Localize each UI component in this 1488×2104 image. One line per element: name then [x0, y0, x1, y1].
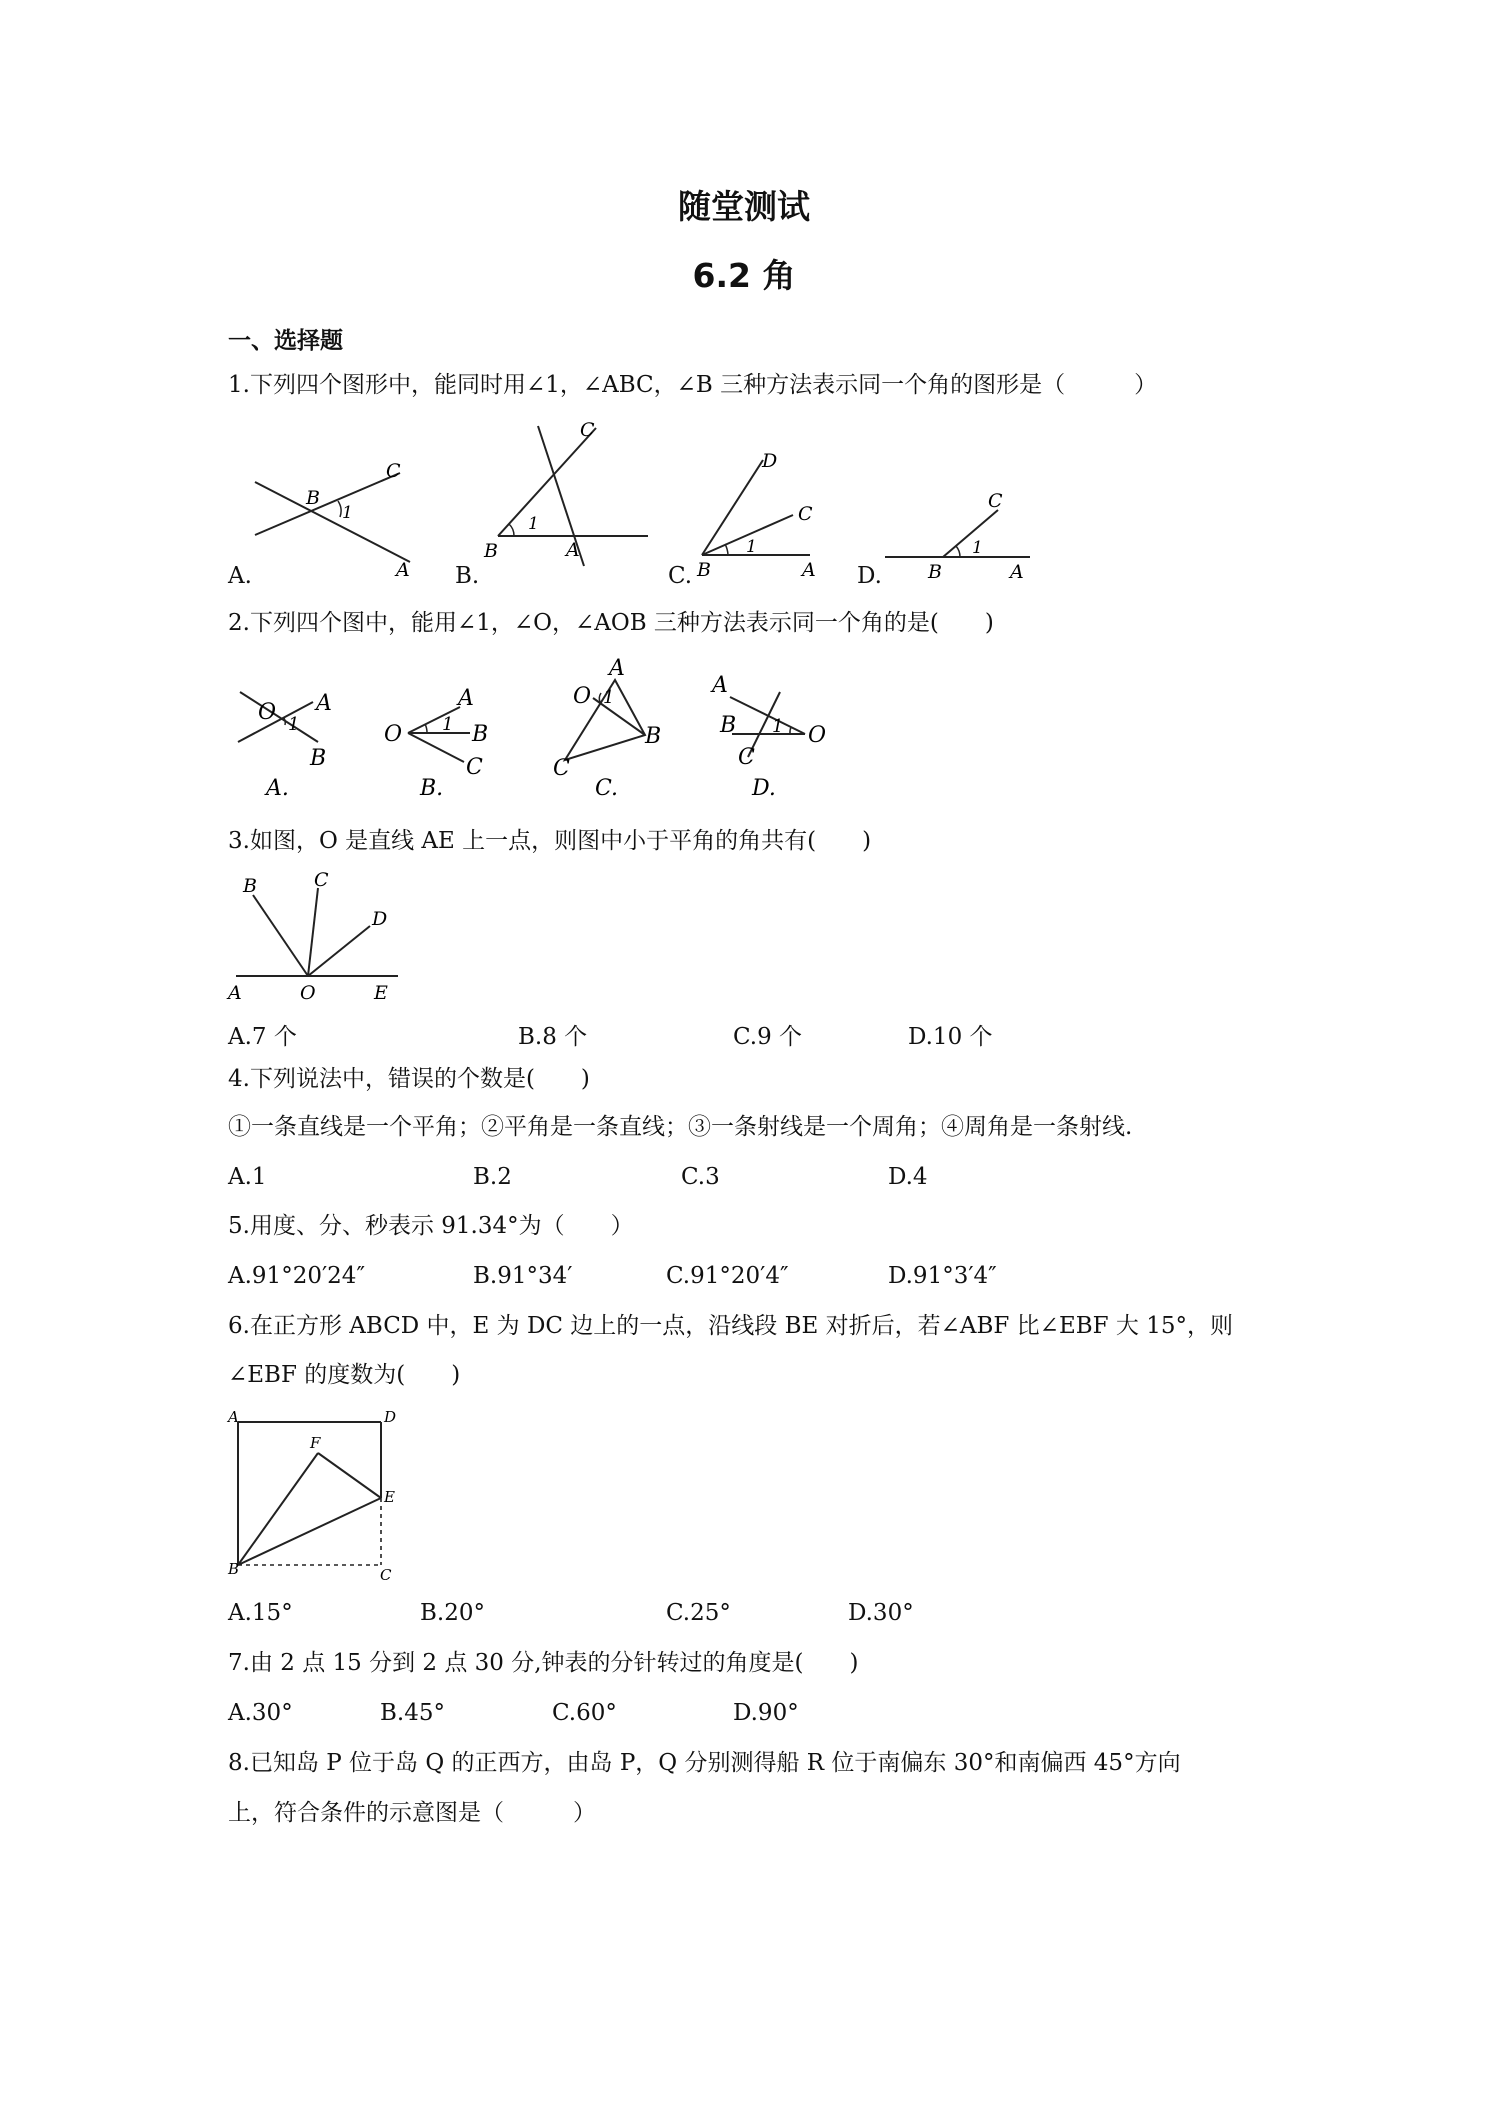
q1-figure-b: [478, 418, 658, 568]
q2a-label-b: B: [310, 746, 327, 771]
q3-option-b[interactable]: B.8 个: [518, 1024, 588, 1050]
question-4-text: 4.下列说法中，错误的个数是( ): [228, 1066, 590, 1092]
section-heading: 一、选择题: [228, 328, 343, 354]
question-6-text-line2: ∠EBF 的度数为( ): [228, 1362, 461, 1388]
q1a-line-1: [255, 482, 410, 562]
q6-label-d: D: [384, 1408, 397, 1426]
q2b-label-o: O: [384, 722, 403, 747]
q6-option-c[interactable]: C.25°: [666, 1600, 731, 1626]
question-3-text: 3.如图，O 是直线 AE 上一点，则图中小于平角的角共有( ): [228, 828, 872, 854]
q6-label-b: B: [228, 1560, 240, 1578]
question-5-text: 5.用度、分、秒表示 91.34°为（ ）: [228, 1213, 634, 1239]
q1c-angle-arc: [725, 544, 728, 555]
q2c-label-b: B: [645, 724, 662, 749]
q7-option-d[interactable]: D.90°: [733, 1700, 799, 1726]
q2d-caption: D.: [752, 776, 776, 801]
q1c-label-c: C: [798, 503, 813, 525]
question-8-text-line2: 上，符合条件的示意图是（ ）: [228, 1800, 596, 1826]
q3-option-a[interactable]: A.7 个: [228, 1024, 297, 1050]
q2b-label-1: 1: [442, 714, 454, 735]
question-4-statement: ①一条直线是一个平角；②平角是一条直线；③一条射线是一个周角；④周角是一条射线.: [228, 1114, 1133, 1140]
q3-option-c[interactable]: C.9 个: [733, 1024, 803, 1050]
q2c-label-o: O: [573, 684, 592, 709]
q6-option-b[interactable]: B.20°: [420, 1600, 485, 1626]
q4-option-a[interactable]: A.1: [228, 1164, 267, 1190]
q1b-label-b: B: [484, 540, 498, 562]
q6-label-e: E: [384, 1488, 395, 1506]
q2c-caption: C.: [595, 776, 619, 801]
q5-option-b[interactable]: B.91°34′: [473, 1263, 573, 1289]
q6-option-a[interactable]: A.15°: [228, 1600, 293, 1626]
q1a-label-c: C: [386, 460, 401, 482]
q3-label-d: D: [372, 908, 388, 930]
q1b-angle-arc: [509, 524, 514, 536]
q3-figure: [228, 869, 408, 1004]
q7-option-b[interactable]: B.45°: [380, 1700, 445, 1726]
q4-option-d[interactable]: D.4: [888, 1164, 928, 1190]
q2b-ray-c: [408, 733, 464, 762]
q6-label-a: A: [228, 1408, 239, 1426]
question-7-text: 7.由 2 点 15 分到 2 点 30 分,钟表的分针转过的角度是( ): [228, 1650, 859, 1676]
q2d-label-b: B: [720, 713, 737, 738]
q6-segment-bf: [238, 1453, 318, 1565]
q1b-ray-c: [498, 428, 596, 536]
q2b-label-b: B: [472, 722, 489, 747]
q3-label-b: B: [243, 875, 257, 897]
q2-figure-b: [380, 662, 500, 802]
q2c-segment-ob: [593, 698, 645, 735]
q2-figure-c: [545, 655, 675, 805]
question-8-text-line1: 8.已知岛 P 位于岛 Q 的正西方，由岛 P，Q 分别测得船 R 位于南偏东 30°和南偏西 45°方向: [228, 1750, 1181, 1776]
q1-option-c[interactable]: C.: [668, 563, 693, 589]
q2b-angle-arc: [425, 724, 427, 733]
q1b-label-c: C: [580, 419, 595, 441]
question-6-text-line1: 6.在正方形 ABCD 中，E 为 DC 边上的一点，沿线段 BE 对折后，若∠ABF 比∠EBF 大 15°，则: [228, 1313, 1233, 1339]
q5-option-d[interactable]: D.91°3′4″: [888, 1263, 997, 1289]
q6-figure: [228, 1408, 408, 1584]
q1b-label-a: A: [566, 539, 580, 561]
q2c-label-1: 1: [603, 687, 615, 708]
q6-option-d[interactable]: D.30°: [848, 1600, 914, 1626]
q6-segment-be: [238, 1498, 381, 1565]
q1a-angle-arc: [338, 501, 341, 517]
q1d-label-1: 1: [972, 538, 983, 558]
q1d-angle-arc: [956, 546, 960, 557]
q1-figure-d: [880, 480, 1040, 583]
q6-label-c: C: [380, 1566, 392, 1584]
q1c-label-1: 1: [746, 537, 757, 557]
q2d-label-1: 1: [772, 716, 784, 737]
q1b-label-1: 1: [528, 514, 539, 534]
q2c-label-a: A: [609, 656, 625, 681]
q1a-label-a: A: [396, 559, 410, 581]
page-title: 随堂测试: [678, 187, 810, 226]
q2a-label-a: A: [316, 691, 332, 716]
q2d-angle-arc: [790, 727, 791, 734]
q1c-label-b: B: [697, 559, 711, 581]
q2-figure-d: [710, 662, 840, 802]
q1-figure-c: [690, 450, 840, 580]
q6-segment-fe: [318, 1453, 381, 1498]
q2b-caption: B.: [420, 776, 444, 801]
q1-option-b[interactable]: B.: [455, 563, 480, 589]
q2c-angle-arc: [599, 693, 601, 702]
q7-option-a[interactable]: A.30°: [228, 1700, 293, 1726]
q7-option-c[interactable]: C.60°: [552, 1700, 617, 1726]
page-subtitle: 6.2 角: [692, 256, 796, 295]
q1a-label-b: B: [306, 487, 320, 509]
q1d-label-b: B: [928, 561, 942, 583]
q1d-label-a: A: [1010, 561, 1024, 583]
q2a-caption: A.: [266, 776, 289, 801]
q1c-label-a: A: [802, 559, 816, 581]
q3-ray-od: [308, 926, 370, 976]
q1d-ray-c: [943, 510, 998, 557]
q1-option-d[interactable]: D.: [857, 563, 882, 589]
q2d-label-o: O: [808, 723, 827, 748]
q1a-label-1: 1: [342, 503, 353, 523]
q2b-label-a: A: [458, 686, 474, 711]
q5-option-c[interactable]: C.91°20′4″: [666, 1263, 789, 1289]
q1c-label-d: D: [762, 450, 778, 472]
q3-label-a: A: [228, 982, 242, 1004]
q3-label-e: E: [374, 982, 388, 1004]
q4-option-c[interactable]: C.3: [681, 1164, 720, 1190]
q2-figure-a: [228, 662, 348, 802]
q3-ray-oc: [308, 888, 318, 976]
q5-option-a[interactable]: A.91°20′24″: [228, 1263, 366, 1289]
question-2-text: 2.下列四个图中，能用∠1，∠O，∠AOB 三种方法表示同一个角的是( ): [228, 610, 994, 636]
q2c-label-c: C: [553, 756, 570, 781]
q6-label-f: F: [310, 1434, 321, 1452]
q1-figure-a: [250, 440, 420, 580]
q1a-line-2: [255, 473, 400, 535]
q3-label-c: C: [314, 869, 329, 891]
q2b-label-c: C: [466, 755, 483, 780]
q3-label-o: O: [300, 982, 316, 1004]
q3-ray-ob: [253, 895, 308, 976]
q3-option-d[interactable]: D.10 个: [908, 1024, 993, 1050]
question-1-text: 1.下列四个图形中，能同时用∠1，∠ABC，∠B 三种方法表示同一个角的图形是（ ）: [228, 372, 1158, 398]
q4-option-b[interactable]: B.2: [473, 1164, 512, 1190]
q1-option-a[interactable]: A.: [228, 563, 252, 589]
q2d-label-c: C: [738, 745, 755, 770]
q2d-label-a: A: [712, 673, 728, 698]
q2a-label-o: O: [258, 700, 277, 725]
q2a-label-1: 1: [288, 714, 300, 735]
q1d-label-c: C: [988, 490, 1003, 512]
